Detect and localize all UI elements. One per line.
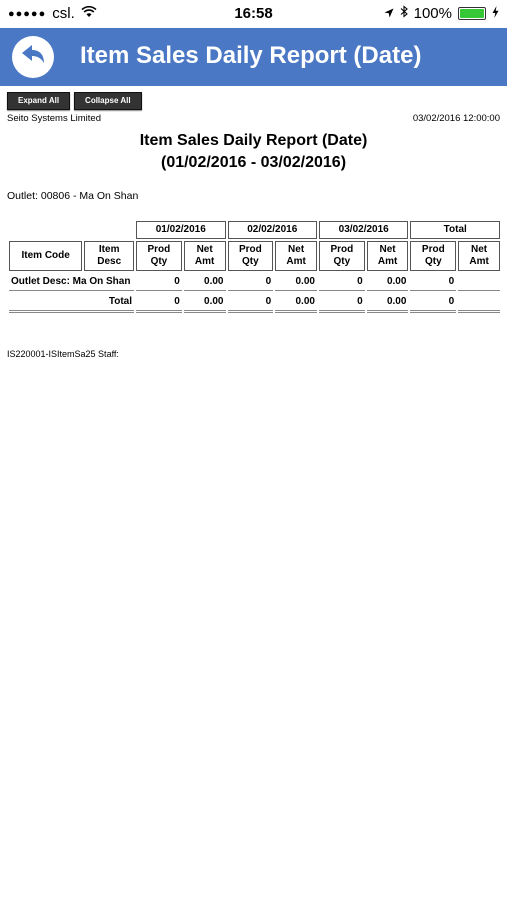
outlet-row-label: Outlet Desc: Ma On Shan [9,273,134,291]
bluetooth-icon [400,5,408,22]
cell-value: 0 [228,293,274,313]
cell-value: 0.00 [275,293,317,313]
cell-value: 0.00 [184,273,226,291]
outlet-row[interactable] [9,273,500,291]
col-item-code: Item Code [9,241,82,271]
page-title: Item Sales Daily Report (Date) [80,42,422,69]
cell-value: 0.00 [367,293,409,313]
col-net-amt: Net Amt [184,241,226,271]
collapse-all-button[interactable]: Collapse All [74,92,142,110]
report-title [0,130,507,174]
battery-percent: 100% [413,5,452,22]
total-row [9,293,500,313]
cell-value: 0 [136,273,182,291]
clock: 16:58 [234,5,273,22]
back-arrow-icon [20,42,46,73]
battery-icon [458,7,486,20]
signal-strength-icon: ●●●●● [8,7,47,20]
report-table-container[interactable] [7,219,502,319]
total-header: Total [410,221,500,239]
cell-value: 0 [136,293,182,313]
cell-value: 0 [410,273,456,291]
col-net-amt: Net Amt [367,241,409,271]
date-header: 03/02/2016 [319,221,408,239]
outlet-label: Outlet: 00806 - Ma On Shan [7,190,139,202]
total-row-label: Total [9,293,134,313]
cell-value: 0 [319,293,365,313]
header-spacer [84,221,134,239]
report-footer: IS220001-ISItemSa25 Staff: [7,349,119,359]
cell-value: 0.00 [275,273,317,291]
col-prod-qty: Prod Qty [228,241,274,271]
location-arrow-icon [384,5,394,22]
report-title-line1: Item Sales Daily Report (Date) [139,132,368,149]
col-net-amt: Net Amt [458,241,500,271]
app-header [0,28,507,86]
report-table [7,219,502,315]
report-date-range: (01/02/2016 - 03/02/2016) [160,154,347,171]
cell-value: 0.00 [184,293,226,313]
cell-value: 0.00 [367,273,409,291]
cell-value: 0 [319,273,365,291]
company-name: Seito Systems Limited [7,113,101,124]
report-toolbar [7,92,142,110]
cell-value [458,273,500,291]
expand-all-button[interactable]: Expand All [7,92,70,110]
carrier-name: csl. [52,5,75,22]
col-net-amt: Net Amt [275,241,317,271]
back-button[interactable] [12,36,54,78]
cell-value: 0 [410,293,456,313]
cell-value: 0 [228,273,274,291]
date-header: 01/02/2016 [136,221,225,239]
status-bar [0,0,507,28]
header-spacer [9,221,82,239]
col-prod-qty: Prod Qty [410,241,456,271]
col-prod-qty: Prod Qty [319,241,365,271]
col-item-desc: Item Desc [84,241,134,271]
date-header: 02/02/2016 [228,221,317,239]
report-datetime: 03/02/2016 12:00:00 [412,113,500,124]
charging-bolt-icon [492,5,499,22]
cell-value [458,293,500,313]
col-prod-qty: Prod Qty [136,241,182,271]
